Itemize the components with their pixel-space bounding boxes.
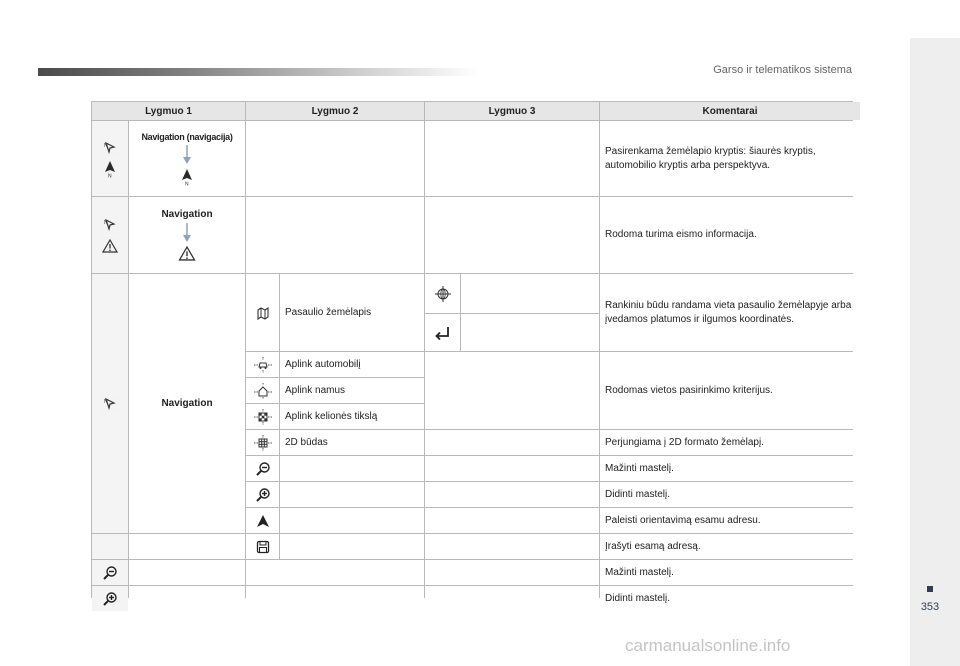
navigation-group-cell (129, 274, 245, 533)
empty-cell (425, 534, 599, 559)
menu-table (91, 101, 853, 604)
empty-cell (246, 197, 424, 273)
navigation-arrow-icon[interactable] (256, 514, 270, 528)
empty-cell (461, 274, 599, 313)
section-title: Garso ir telematikos sistema (713, 64, 852, 76)
navigation-group-icon-cell (92, 274, 128, 533)
empty-cell (425, 121, 599, 196)
world-map-icon-cell (246, 274, 279, 351)
north-arrow-icon (180, 168, 194, 186)
around-car-icon-cell (246, 352, 279, 377)
empty-cell (129, 560, 245, 585)
empty-cell (280, 482, 424, 507)
comment-zoom-in: Didinti mastelį. (600, 586, 860, 611)
watermark: carmanualsonline.info (625, 636, 791, 655)
page-marker (927, 586, 933, 592)
comment-world-map: Rankiniu būdu randama vieta pasaulio žemėlapyje arba įvedamos platumos ir ilgumos koordinatės. (600, 274, 860, 351)
around-home-icon-cell (246, 378, 279, 403)
empty-cell (246, 560, 424, 585)
svg-text:N: N (104, 143, 108, 149)
save-disk-icon[interactable] (256, 540, 270, 554)
world-map-label[interactable]: Pasaulio žemėlapis (280, 274, 424, 351)
svg-text:N: N (104, 219, 108, 226)
home-icon[interactable] (254, 383, 272, 399)
page-number: 353 (920, 601, 940, 613)
empty-cell (425, 352, 599, 429)
comment-zoom-out: Mažinti mastelį. (600, 560, 860, 585)
page-side-band (910, 38, 960, 666)
column-header-level2: Lygmuo 2 (246, 102, 424, 120)
navigation-group-label: Navigation (161, 398, 213, 409)
warning-triangle-icon (178, 246, 196, 261)
empty-cell (246, 121, 424, 196)
empty-cell (425, 508, 599, 533)
column-header-level3: Lygmuo 3 (425, 102, 599, 120)
header-gradient-bar (38, 68, 478, 76)
empty-cell (425, 482, 599, 507)
return-icon-cell (425, 314, 460, 351)
empty-cell (425, 430, 599, 455)
comment-save-address: Įrašyti esamą adresą. (600, 534, 860, 559)
traffic-info-cell (129, 197, 245, 273)
traffic-navigation-label: Navigation (161, 209, 213, 220)
zoom-in-icon[interactable] (255, 487, 271, 503)
empty-cell (425, 456, 599, 481)
around-home-label[interactable]: Aplink namus (280, 378, 424, 403)
crosshair-globe-icon[interactable] (434, 285, 452, 303)
map-nav-icon[interactable] (101, 139, 119, 157)
warning-triangle-icon[interactable] (101, 237, 119, 255)
zoom-out-icon[interactable] (102, 565, 118, 581)
empty-cell (129, 534, 245, 559)
arrow-down-icon (181, 145, 193, 165)
around-destination-label[interactable]: Aplink kelionės tikslą (280, 404, 424, 429)
comment-zoom-out-sub: Mažinti mastelį. (600, 456, 860, 481)
map-nav-icon[interactable] (101, 395, 119, 413)
mode-2d-label[interactable]: 2D būdas (280, 430, 424, 455)
comment-navigation-view: Pasirenkama žemėlapio kryptis: šiaurės kryptis, automobilio kryptis arba perspektyva. (600, 121, 860, 196)
start-guidance-icon-cell (246, 508, 279, 533)
comment-mode-2d: Perjungiama į 2D formato žemėlapį. (600, 430, 860, 455)
empty-cell (280, 456, 424, 481)
car-position-icon[interactable] (254, 357, 272, 373)
zoom-in-icon[interactable] (102, 591, 118, 607)
map-nav-icon[interactable] (101, 216, 119, 234)
empty-cell (129, 586, 245, 611)
svg-text:N: N (108, 173, 112, 178)
return-arrow-icon[interactable] (435, 326, 451, 340)
zoom-out-sub-icon-cell (246, 456, 279, 481)
destination-flag-icon[interactable] (254, 409, 272, 425)
svg-text:N: N (185, 181, 189, 186)
world-map-icon[interactable] (256, 306, 270, 320)
empty-cell (280, 534, 424, 559)
zoom-in-sub-icon-cell (246, 482, 279, 507)
save-address-icon-cell (246, 534, 279, 559)
navigation-view-cell (129, 121, 245, 196)
empty-cell (425, 586, 599, 611)
navigation-view-label: Navigation (navigacija) (141, 131, 233, 142)
comment-traffic-info: Rodoma turima eismo informacija. (600, 197, 860, 273)
around-car-label[interactable]: Aplink automobilį (280, 352, 424, 377)
column-header-comments: Komentarai (600, 102, 860, 120)
empty-cell (92, 534, 128, 559)
arrow-down-icon (181, 223, 193, 243)
column-header-level1: Lygmuo 1 (92, 102, 245, 120)
comment-start-guidance: Paleisti orientavimą esamu adresu. (600, 508, 860, 533)
traffic-cell (92, 197, 128, 273)
empty-cell (246, 586, 424, 611)
grid-2d-icon[interactable] (254, 435, 272, 451)
empty-cell (461, 314, 599, 351)
north-arrow-icon[interactable] (101, 160, 119, 178)
map-orientation-cell (92, 121, 128, 196)
comment-zoom-in-sub: Didinti mastelį. (600, 482, 860, 507)
comment-search-criteria: Rodomas vietos pasirinkimo kriterijus. (600, 352, 860, 429)
mode-2d-icon-cell (246, 430, 279, 455)
empty-cell (425, 197, 599, 273)
empty-cell (425, 560, 599, 585)
zoom-out-icon[interactable] (255, 461, 271, 477)
empty-cell (280, 508, 424, 533)
svg-text:N: N (104, 398, 108, 405)
zoom-out-icon-cell (92, 560, 128, 585)
crosshair-icon-cell (425, 274, 460, 313)
around-destination-icon-cell (246, 404, 279, 429)
zoom-in-icon-cell (92, 586, 128, 611)
